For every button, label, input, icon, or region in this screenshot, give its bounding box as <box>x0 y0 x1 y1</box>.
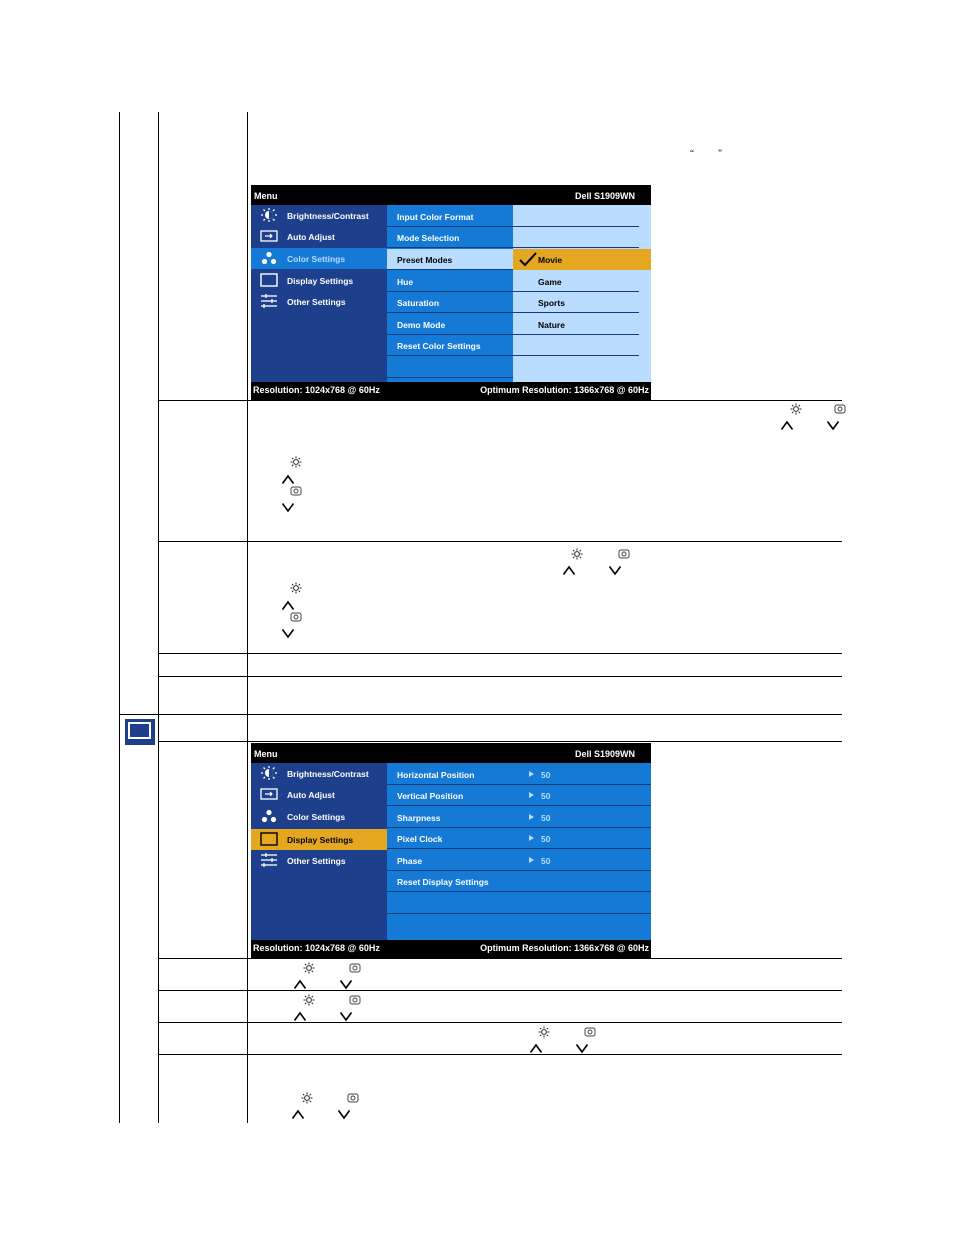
table-border-col2 <box>247 112 248 1123</box>
color-settings-icon <box>260 251 278 265</box>
auto-adjust-icon <box>260 229 278 243</box>
optimum-resolution: Optimum Resolution: 1366x768 @ 60Hz <box>480 385 649 395</box>
submenu-mode-selection[interactable]: Mode Selection <box>387 227 513 248</box>
option-empty <box>513 227 639 248</box>
chevron-up-icon <box>562 565 576 576</box>
brightness-icon <box>260 208 278 222</box>
osd-model-name: Dell S1909WN <box>574 191 635 201</box>
value-phase: 50 <box>513 850 651 871</box>
osd-sub-menu <box>387 763 513 940</box>
sun-icon <box>538 1026 550 1038</box>
value-empty <box>513 893 651 914</box>
menu-item-brightness-contrast[interactable]: Brightness/Contrast <box>251 205 387 226</box>
chevron-down-icon <box>826 420 840 431</box>
knob-icon <box>349 995 361 1005</box>
knob-icon <box>347 1093 359 1103</box>
sun-icon <box>303 962 315 974</box>
row-divider <box>158 990 842 991</box>
menu-item-display-settings[interactable]: Display Settings <box>251 270 387 291</box>
osd-footer <box>251 382 651 400</box>
submenu-empty <box>387 893 513 914</box>
value-vertical-position: 50 <box>513 785 651 806</box>
display-icon <box>260 832 278 846</box>
row-divider <box>158 741 842 742</box>
menu-item-auto-adjust[interactable]: Auto Adjust <box>251 784 387 805</box>
option-sports[interactable]: Sports <box>513 292 639 313</box>
submenu-reset-display-settings[interactable]: Reset Display Settings <box>387 871 513 892</box>
chevron-down-icon <box>281 628 295 639</box>
color-settings-icon <box>260 809 278 823</box>
current-resolution: Resolution: 1024x768 @ 60Hz <box>253 385 380 395</box>
osd-header <box>251 185 651 205</box>
submenu-hue[interactable]: Hue <box>387 271 513 292</box>
close-quote: ” <box>718 148 722 158</box>
arrow-right-icon <box>529 835 534 841</box>
submenu-empty <box>387 914 513 935</box>
osd-model-name: Dell S1909WN <box>574 749 635 759</box>
auto-adjust-icon <box>260 787 278 801</box>
chevron-up-icon <box>529 1043 543 1054</box>
value-horizontal-position: 50 <box>513 764 651 785</box>
submenu-empty <box>387 357 513 378</box>
menu-item-color-settings[interactable]: Color Settings <box>251 806 387 827</box>
arrow-right-icon <box>529 814 534 820</box>
value-sharpness: 50 <box>513 807 651 828</box>
row-divider <box>158 653 842 654</box>
checkmark-icon <box>519 252 537 267</box>
option-empty <box>513 357 639 378</box>
arrow-right-icon <box>529 792 534 798</box>
knob-icon <box>584 1027 596 1037</box>
chevron-down-icon <box>337 1109 351 1120</box>
table-border-left <box>119 112 120 1123</box>
chevron-up-icon <box>281 600 295 611</box>
osd-main-menu <box>251 763 387 940</box>
brightness-icon <box>260 766 278 780</box>
menu-item-other-settings[interactable]: Other Settings <box>251 850 387 871</box>
sun-icon <box>303 994 315 1006</box>
osd-values-panel <box>513 763 651 940</box>
option-nature[interactable]: Nature <box>513 314 639 335</box>
sliders-icon <box>260 853 278 867</box>
chevron-down-icon <box>339 979 353 990</box>
submenu-input-color-format[interactable]: Input Color Format <box>387 206 513 227</box>
display-settings-icon <box>125 719 155 745</box>
osd-footer <box>251 940 651 958</box>
submenu-phase[interactable]: Phase <box>387 850 513 871</box>
osd-menu-title: Menu <box>254 749 278 759</box>
row-divider <box>158 958 842 959</box>
osd-header <box>251 743 651 763</box>
option-movie[interactable]: Movie <box>513 249 651 270</box>
menu-item-other-settings[interactable]: Other Settings <box>251 291 387 312</box>
row-divider <box>119 714 842 715</box>
table-border-col1 <box>158 112 159 1123</box>
open-quote: “ <box>690 148 694 158</box>
osd-options-panel <box>513 205 651 382</box>
menu-item-color-settings[interactable]: Color Settings <box>251 248 387 269</box>
osd-menu-title: Menu <box>254 191 278 201</box>
row-divider <box>158 676 842 677</box>
menu-item-auto-adjust[interactable]: Auto Adjust <box>251 226 387 247</box>
row-divider <box>158 400 842 401</box>
chevron-up-icon <box>291 1109 305 1120</box>
chevron-up-icon <box>281 474 295 485</box>
chevron-up-icon <box>780 420 794 431</box>
knob-icon <box>290 486 302 496</box>
submenu-demo-mode[interactable]: Demo Mode <box>387 314 513 335</box>
value-pixel-clock: 50 <box>513 828 651 849</box>
row-divider <box>158 1054 842 1055</box>
chevron-up-icon <box>293 979 307 990</box>
sliders-icon <box>260 294 278 308</box>
optimum-resolution: Optimum Resolution: 1366x768 @ 60Hz <box>480 943 649 953</box>
knob-icon <box>290 612 302 622</box>
submenu-saturation[interactable]: Saturation <box>387 292 513 313</box>
osd-color-settings <box>251 185 651 400</box>
chevron-up-icon <box>293 1011 307 1022</box>
chevron-down-icon <box>339 1011 353 1022</box>
submenu-sharpness[interactable]: Sharpness <box>387 807 513 828</box>
arrow-right-icon <box>529 857 534 863</box>
display-icon <box>260 273 278 287</box>
submenu-horizontal-position[interactable]: Horizontal Position <box>387 764 513 785</box>
submenu-preset-modes[interactable]: Preset Modes <box>387 249 513 270</box>
osd-sub-menu <box>387 205 513 382</box>
osd-main-menu <box>251 205 387 382</box>
menu-item-brightness-contrast[interactable]: Brightness/Contrast <box>251 763 387 784</box>
chevron-down-icon <box>281 502 295 513</box>
submenu-vertical-position[interactable]: Vertical Position <box>387 785 513 806</box>
sun-icon <box>790 403 802 415</box>
value-empty <box>513 871 651 892</box>
menu-item-display-settings[interactable]: Display Settings <box>251 829 387 850</box>
sun-icon <box>571 548 583 560</box>
option-empty <box>513 206 639 227</box>
option-empty <box>513 335 639 356</box>
osd-display-settings <box>251 743 651 958</box>
knob-icon <box>618 549 630 559</box>
chevron-down-icon <box>575 1043 589 1054</box>
option-game[interactable]: Game <box>513 271 639 292</box>
value-empty <box>513 914 651 935</box>
current-resolution: Resolution: 1024x768 @ 60Hz <box>253 943 380 953</box>
sun-icon <box>290 582 302 594</box>
arrow-right-icon <box>529 771 534 777</box>
sun-icon <box>301 1092 313 1104</box>
submenu-reset-color-settings[interactable]: Reset Color Settings <box>387 335 513 356</box>
row-divider <box>158 1022 842 1023</box>
sun-icon <box>290 456 302 468</box>
knob-icon <box>834 404 846 414</box>
row-divider <box>158 541 842 542</box>
chevron-down-icon <box>608 565 622 576</box>
submenu-pixel-clock[interactable]: Pixel Clock <box>387 828 513 849</box>
knob-icon <box>349 963 361 973</box>
